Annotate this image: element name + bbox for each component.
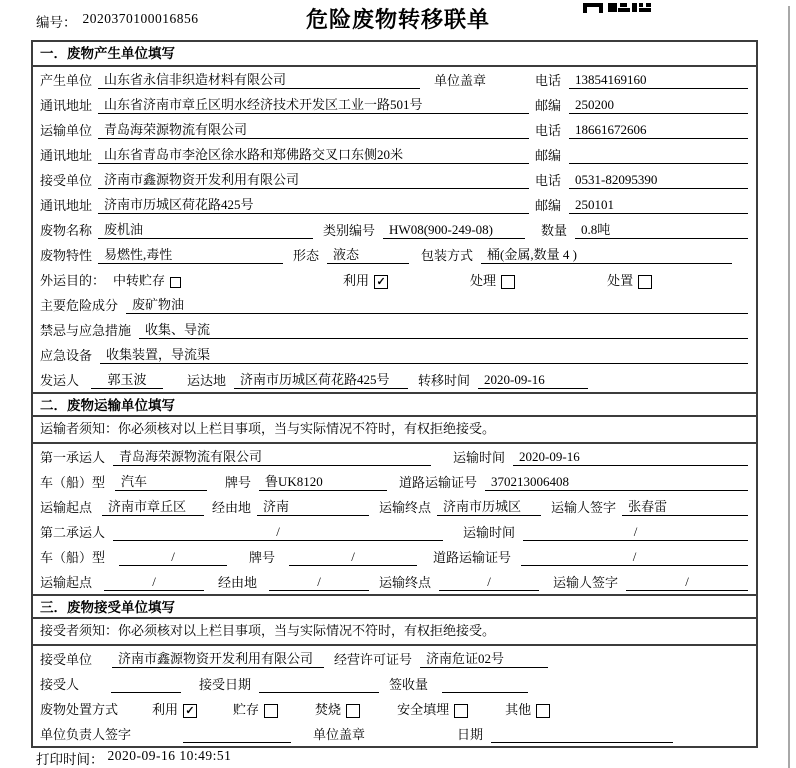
second-carrier-value: / [113,524,443,541]
transport-time-value: / [523,524,748,541]
packaging-value: 桶(金属,数量 4 ) [481,244,732,264]
taboo-measures-label: 禁忌与应急措施 [40,323,132,338]
unit-seal-label: 单位盖章 [313,727,366,742]
taboo-measures-row [33,317,756,342]
qr-code-icon [583,3,651,13]
checkbox-storage [264,704,278,718]
transporter-sign-label: 运输人签字 [553,575,619,590]
phone-label: 电话 [535,123,562,138]
producer-value: 山东省永信非织造材料有限公司 [98,69,420,89]
receiver-phone-group [535,170,748,189]
transporter-label: 运输单位 [40,123,93,138]
option-utilize-label: 利用 [343,273,370,288]
signed-quantity-value [442,692,528,693]
category-code-value: HW08(900-249-08) [383,222,525,239]
route-start-value: / [104,574,204,591]
checkbox-dispose [638,275,652,289]
doc-number-label: 编号： [36,15,77,30]
option-storage-label: 贮存 [233,702,260,717]
vehicle-type-label: 车（船）型 [40,550,106,565]
address-label: 通讯地址 [40,198,93,213]
vehicle-2-row [33,544,756,569]
section-1-title: 一．废物产生单位填写 [33,42,756,67]
checkbox-landfill [454,704,468,718]
scan-page-edge [788,6,790,768]
qr-code-fragment [583,0,651,18]
producer-address-row [33,92,756,117]
address-label: 通讯地址 [40,98,93,113]
route-1-row [33,494,756,519]
hazard-component-row [33,292,756,317]
option-incinerate-label: 焚烧 [315,702,342,717]
emergency-equipment-row [33,342,756,367]
destination-label: 运达地 [187,373,227,388]
emergency-equipment-value: 收集装置，导流渠 [100,344,748,364]
checkbox-transfer-storage [170,277,181,288]
road-permit-value: 370213006408 [485,474,748,491]
transporter-sign-value: 张春雷 [622,496,748,516]
plate-label: 牌号 [225,475,252,490]
responsible-sign-row [33,721,756,746]
road-permit-label: 道路运输证号 [433,550,512,565]
disposal-method-row [33,696,756,721]
transport-time-label: 运输时间 [453,450,506,465]
receiver-notice-label: 接受者须知： [40,623,119,638]
first-carrier-row [33,444,756,469]
hazard-component-label: 主要危险成分 [40,298,119,313]
receiver-row [33,167,756,192]
route-end-value: 济南市历城区 [437,496,541,516]
transporter-sign-label: 运输人签字 [551,500,617,515]
route-2-row [33,569,756,594]
producer-address-value: 山东省济南市章丘区明水经济技术开发区工业一路501号 [98,94,529,114]
receiver-notice-text: 你必须核对以上栏目事项，当与实际情况不符时，有权拒绝接受。 [118,623,496,638]
accept-unit-value: 济南市鑫源物资开发利用有限公司 [112,648,324,668]
vehicle-type-value: / [119,549,227,566]
first-carrier-label: 第一承运人 [40,450,106,465]
route-end-label: 运输终点 [379,500,432,515]
option-dispose-label: 处置 [607,273,634,288]
category-code-label: 类别编号 [323,223,376,238]
road-permit-label: 道路运输证号 [399,475,478,490]
route-via-label: 经由地 [212,500,252,515]
route-via-value: / [269,574,369,591]
transporter-phone-group [535,120,748,139]
transporter-row [33,117,756,142]
waste-name-row [33,217,756,242]
quantity-label: 数量 [541,223,568,238]
option-treat-label: 处理 [470,273,497,288]
acceptor-label: 接受人 [40,677,80,692]
date-label: 日期 [457,727,484,742]
receiver-address-row [33,192,756,217]
license-value: 济南危证02号 [420,648,548,668]
form-value: 液态 [327,244,409,264]
transporter-address-row [33,142,756,167]
taboo-measures-value: 收集、导流 [139,319,748,339]
transporter-zip-group [535,145,748,164]
print-time-label: 打印时间： [36,752,104,767]
receiver-phone-value: 0531-82095390 [569,172,748,189]
producer-row [33,67,756,92]
transfer-purpose-label: 外运目的： [40,273,106,288]
route-via-label: 经由地 [218,575,258,590]
checkbox-incinerate [346,704,360,718]
unit-seal-label: 单位盖章 [434,73,487,88]
quantity-value: 0.8吨 [575,219,748,239]
option-landfill-label: 安全填埋 [397,702,450,717]
packaging-label: 包装方式 [421,248,474,263]
vehicle-type-value: 汽车 [115,471,207,491]
waste-traits-row [33,242,756,267]
receiver-zip-value: 250101 [569,197,748,214]
zip-label: 邮编 [535,98,562,113]
option-utilize-label: 利用 [152,702,179,717]
route-start-label: 运输起点 [40,500,93,515]
checkbox-utilize: ✓ [374,275,388,289]
route-start-value: 济南市章丘区 [102,496,204,516]
transfer-time-label: 转移时间 [418,373,471,388]
plate-label: 牌号 [249,550,276,565]
transfer-purpose-row [33,267,756,292]
first-carrier-value: 青岛海荣源物流有限公司 [113,446,431,466]
responsible-sign-label: 单位负责人签字 [40,727,132,742]
emergency-equipment-label: 应急设备 [40,348,93,363]
form-label: 形态 [293,248,320,263]
phone-label: 电话 [535,73,562,88]
road-permit-value: / [521,549,748,566]
producer-phone-value: 13854169160 [569,72,748,89]
waste-name-value: 废机油 [98,219,313,239]
checkbox-treat [501,275,515,289]
waste-traits-value: 易燃性,毒性 [98,244,283,264]
transfer-time-value: 2020-09-16 [478,372,588,389]
page-title: 危险废物转移联单 [305,7,490,32]
plate-value: 鲁UK8120 [259,471,387,491]
producer-zip-value: 250200 [569,97,748,114]
route-via-value: 济南 [257,496,369,516]
second-carrier-row [33,519,756,544]
transporter-notice-label: 运输者须知： [40,421,119,436]
acceptor-row [33,671,756,696]
receiver-value: 济南市鑫源物资开发利用有限公司 [98,169,529,189]
address-label: 通讯地址 [40,148,93,163]
plate-value: / [289,549,417,566]
accept-date-label: 接受日期 [199,677,252,692]
transporter-address-value: 山东省青岛市李沧区徐水路和郑佛路交叉口东侧20米 [98,144,529,164]
zip-label: 邮编 [535,198,562,213]
transporter-zip-value [569,163,748,164]
disposal-method-label: 废物处置方式 [40,702,119,717]
doc-number-value: 2020370100016856 [82,11,199,26]
vehicle-1-row [33,469,756,494]
receiver-zip-group [535,195,748,214]
producer-phone-group [535,70,748,89]
checkbox-utilize-2: ✓ [183,704,197,718]
waste-traits-label: 废物特性 [40,248,93,263]
accept-unit-row [33,646,756,671]
receiver-address-value: 济南市历城区荷花路425号 [98,194,529,214]
receiver-label: 接受单位 [40,173,93,188]
date-value [491,742,673,743]
producer-label: 产生单位 [40,73,93,88]
option-other-label: 其他 [505,702,532,717]
phone-label: 电话 [535,173,562,188]
receiver-notice-row [33,619,756,646]
hazard-component-value: 废矿物油 [126,294,748,314]
shipper-row [33,367,756,392]
destination-value: 济南市历城区荷花路425号 [234,369,408,389]
manifest-table [31,40,758,748]
transport-time-label: 运输时间 [463,525,516,540]
shipper-value: 郭玉波 [91,369,163,389]
section-2-title: 二．废物运输单位填写 [33,392,756,417]
route-end-value: / [439,574,539,591]
zip-label: 邮编 [535,148,562,163]
section-3-title: 三．废物接受单位填写 [33,594,756,619]
license-label: 经营许可证号 [334,652,413,667]
transport-time-value: 2020-09-16 [513,449,748,466]
responsible-sign-value [183,742,291,743]
shipper-label: 发运人 [40,373,80,388]
transporter-notice-row [33,417,756,444]
route-end-label: 运输终点 [379,575,432,590]
second-carrier-label: 第二承运人 [40,525,106,540]
checkbox-other [536,704,550,718]
transporter-phone-value: 18661672606 [569,122,748,139]
route-start-label: 运输起点 [40,575,93,590]
accept-unit-label: 接受单位 [40,652,93,667]
transporter-notice-text: 你必须核对以上栏目事项，当与实际情况不符时，有权拒绝接受。 [118,421,496,436]
producer-zip-group [535,95,748,114]
print-time [36,748,231,768]
signed-quantity-label: 签收量 [389,677,429,692]
option-transfer-storage-label: 中转贮存 [113,273,166,288]
accept-date-value [259,692,379,693]
transporter-value: 青岛海荣源物流有限公司 [98,119,529,139]
acceptor-value [111,692,181,693]
vehicle-type-label: 车（船）型 [40,475,106,490]
transporter-sign-value: / [626,574,748,591]
print-time-value: 2020-09-16 10:49:51 [107,748,232,763]
waste-name-label: 废物名称 [40,223,93,238]
